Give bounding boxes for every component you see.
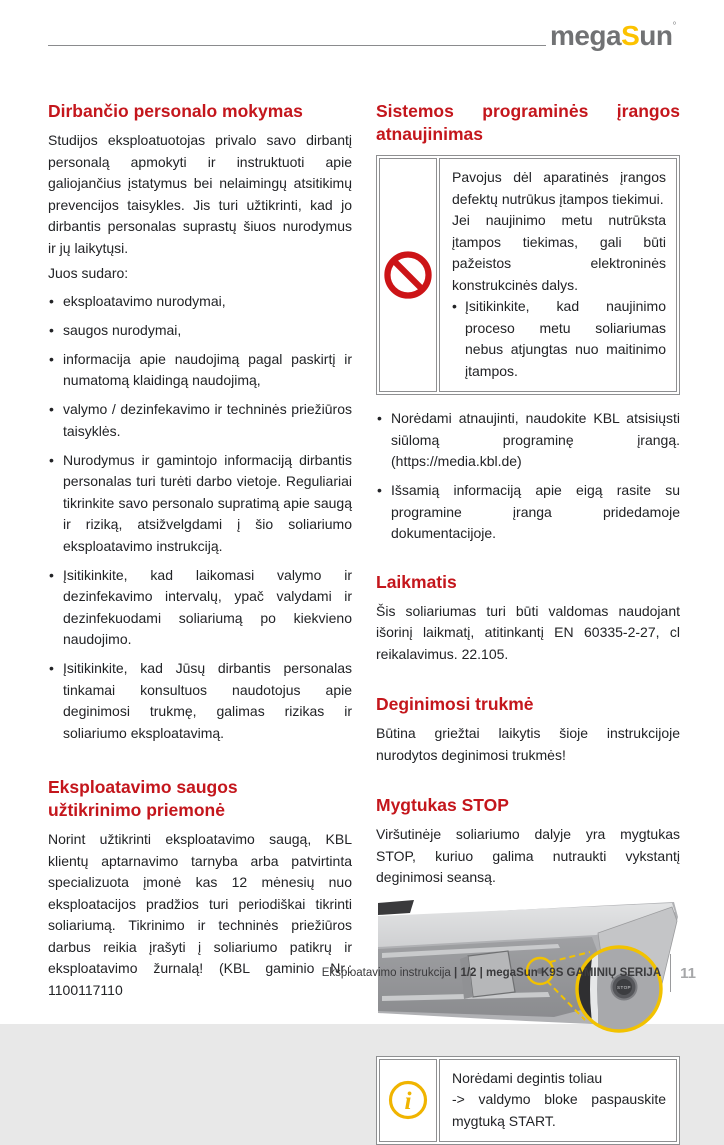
- warning-text-cell: [439, 158, 677, 392]
- section-tanning-duration: [376, 693, 680, 766]
- list-item: • informacija apie naudojimą pagal paskirtį ir numatomą klaidingą naudojimą,: [48, 349, 352, 392]
- warning-line: Jei naujinimo metu nutrūksta įtampos tiekimas, gali būti pažeistos elektroninės konstrukcinės dalys.: [452, 210, 666, 296]
- footer-divider: [670, 954, 671, 992]
- list-item: • valymo / dezinfekavimo ir techninės priežiūros taisyklės.: [48, 399, 352, 442]
- info-box: [376, 1056, 680, 1145]
- section-title: Dirbančio personalo mokymas: [48, 100, 352, 123]
- footer-text: [322, 967, 661, 979]
- footer-doc-title: Eksploatavimo instrukcija: [322, 967, 454, 979]
- warning-line: Pavojus dėl aparatinės įrangos defektų nutrūkus įtampos tiekimui.: [452, 167, 666, 210]
- list-item: • Norėdami atnaujinti, naudokite KBL atsisiųsti siūlomą programinę įrangą. (https://media.kbl.de): [376, 408, 680, 473]
- bullet-list: [48, 291, 352, 745]
- title-line: Eksploatavimo saugos: [48, 776, 352, 799]
- section-paragraph: Šis soliariumas turi būti valdomas naudojant išorinį laikmatį, atitinkantį EN 60335-2-27, cl reikalavimus. 22.105.: [376, 601, 680, 666]
- page-footer: [322, 954, 696, 992]
- list-item: • Išsamią informaciją apie eigą rasite su programine įranga pridedamoje dokumentacijoje.: [376, 480, 680, 545]
- title-line: Sistemos programinės įrangos: [376, 100, 680, 123]
- section-title: Mygtukas STOP: [376, 794, 680, 817]
- title-line: užtikrinimo priemonė: [48, 799, 352, 822]
- section-software-update: [376, 100, 680, 545]
- list-item: • saugos nurodymai,: [48, 320, 352, 342]
- canopy-dark-edge: [378, 900, 414, 915]
- logo-registered-mark: °: [673, 21, 677, 32]
- page-number: 11: [680, 965, 696, 982]
- left-column: [48, 100, 352, 1145]
- section-operational-safety: [48, 776, 352, 1001]
- info-text-cell: [439, 1059, 677, 1143]
- list-item: • Įsitikinkite, kad Jūsų dirbantis personalas tinkamai konsultuos naudotojus apie deginimosi trukmę, galimas rizikas ir soliariumo eksploatavimą.: [48, 658, 352, 744]
- section-paragraph: Viršutinėje soliariumo dalyje yra mygtukas STOP, kuriuo galima nutraukti vykstantį deginimosi seansą.: [376, 824, 680, 889]
- logo-prefix: mega: [550, 20, 621, 51]
- section-title: [376, 100, 680, 146]
- list-item: • eksploatavimo nurodymai,: [48, 291, 352, 313]
- section-timer: [376, 571, 680, 666]
- info-icon-cell: [379, 1059, 437, 1143]
- megasun-logo: [550, 22, 676, 50]
- logo-accent: S: [621, 20, 639, 51]
- warning-box: [376, 155, 680, 395]
- warning-icon-cell: [379, 158, 437, 392]
- list-label: Juos sudaro:: [48, 263, 352, 285]
- section-paragraph: Norint užtikrinti eksploatavimo saugą, KBL klientų aptarnavimo tarnyba arba patvirtinta specializuota įmonė kas 12 mėnesių nuo eksploatacijos pradžios turi periodiškai tikrinti soliariumą. Tikrinimo ir techninės priežiūros darbus reikia įrašyti į soliariumo patikrų ir eksploatavimo žurnalą! (KBL gaminio Nr.: 1100117110: [48, 829, 352, 1001]
- no-entry-prohibition-icon: [383, 250, 433, 300]
- section-personnel-training: [48, 100, 352, 744]
- section-title: Deginimosi trukmė: [376, 693, 680, 716]
- section-intro-paragraph: Studijos eksploatuotojas privalo savo dirbantį personalą apmokyti ir instruktuoti apie galiojančius įstatymus bei nelaimingų atsitikimų prevencijos taisykles. Jis turi užtikrinti, kad jo dirbantis personalas suprastų šiuos nurodymus ir jų laikytųsi.: [48, 130, 352, 259]
- bullet-list: [376, 408, 680, 545]
- list-item: • Įsitikinkite, kad laikomasi valymo ir dezinfekavimo intervalų, ypač valydami ir dezinfekuodami soliariumą po kiekvieno naudojimo.: [48, 565, 352, 651]
- title-line: atnaujinimas: [376, 123, 680, 146]
- section-paragraph: Būtina griežtai laikytis šioje instrukcijoje nurodytos deginimosi trukmės!: [376, 723, 680, 766]
- list-item: • Nurodymus ir gamintojo informaciją dirbantis personalas turi turėti darbo vietoje. Reguliariai tikrinkite savo personalo supratimą apie saugą ir riziką, atsižvelgdami į šio soliariumo eksploatavimo instrukciją.: [48, 450, 352, 558]
- svg-text:i: i: [404, 1087, 411, 1115]
- warning-bullet: • Įsitikinkite, kad naujinimo proceso metu soliariumas nebus atjungtas nuo maitinimo įtampos.: [452, 296, 666, 382]
- info-line: -> valdymo bloke paspauskite mygtuką START.: [452, 1089, 666, 1132]
- section-title: Laikmatis: [376, 571, 680, 594]
- footer-series: | 1/2 | megaSun K9S GAMINIŲ SERIJA: [454, 967, 661, 979]
- info-line: Norėdami degintis toliau: [452, 1068, 666, 1090]
- section-title: [48, 776, 352, 822]
- stop-button-label: STOP: [617, 985, 631, 990]
- logo-suffix: un: [639, 20, 672, 51]
- header-rule: [48, 45, 546, 46]
- page-header: [48, 14, 676, 50]
- info-icon: [387, 1079, 429, 1121]
